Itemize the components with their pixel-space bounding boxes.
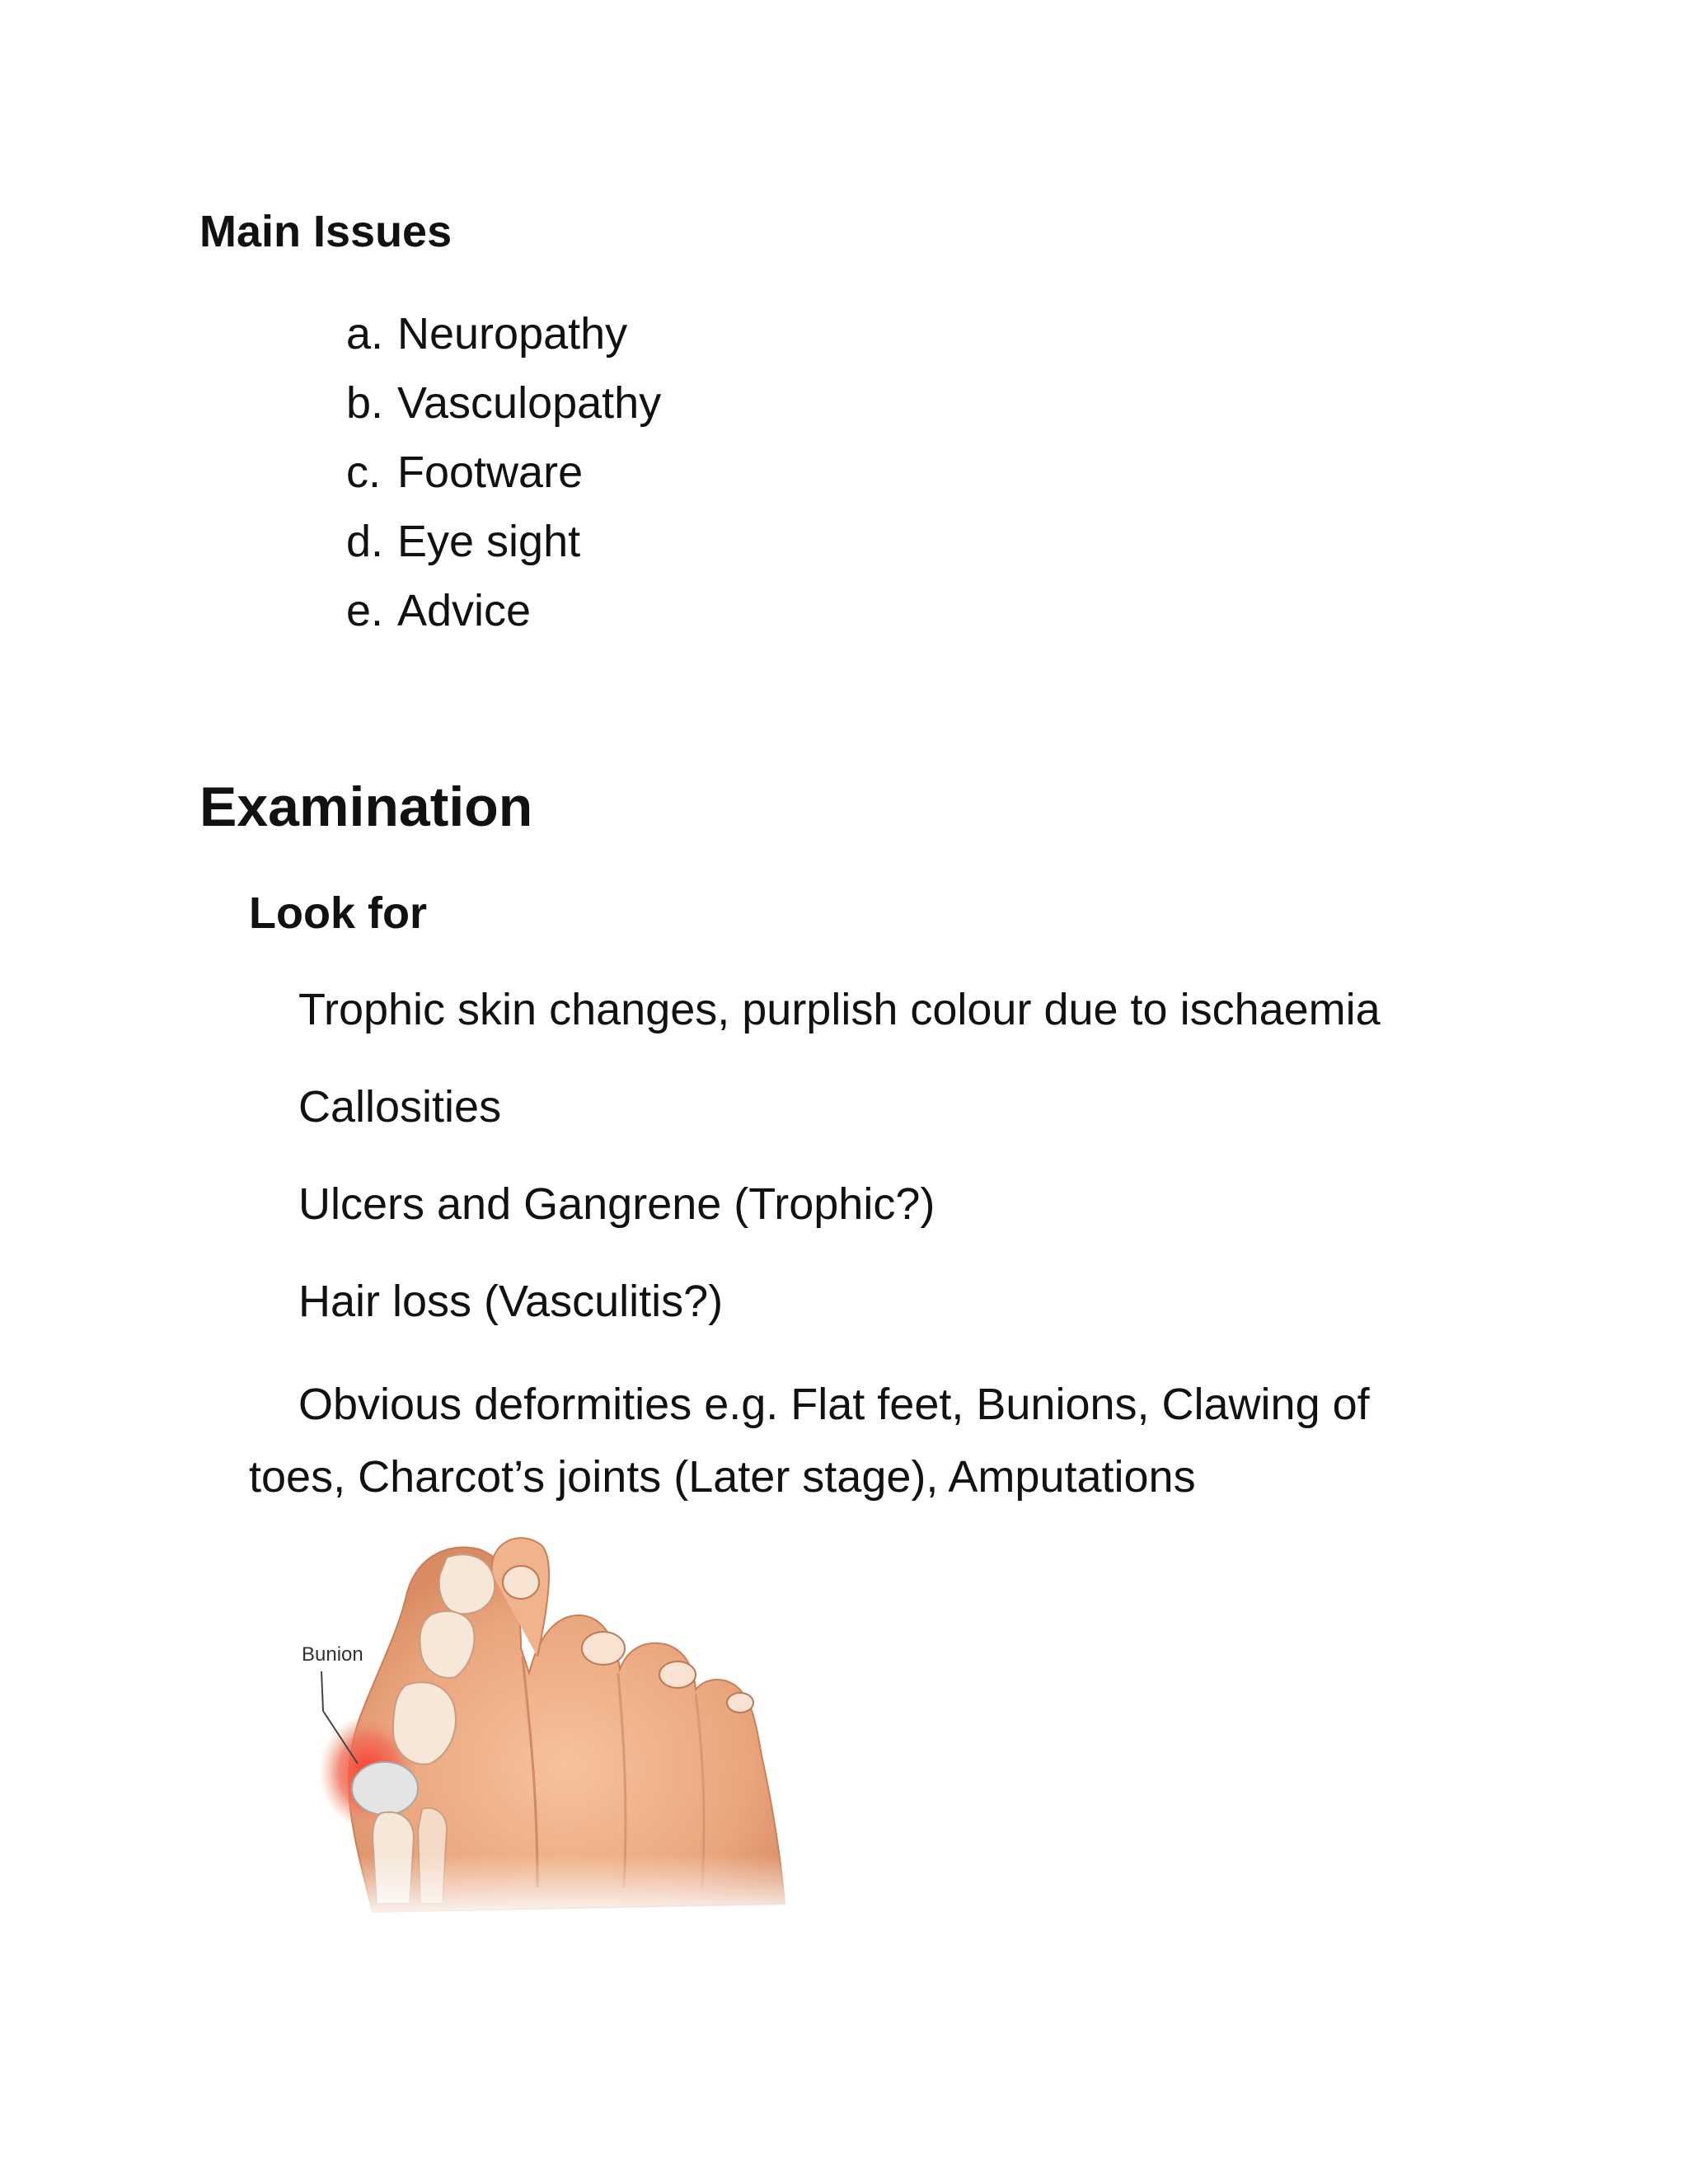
main-issues-list <box>346 299 661 645</box>
list-item-text: Eye sight <box>397 517 581 566</box>
toenail <box>582 1632 625 1665</box>
list-item <box>346 576 661 645</box>
look-for-subheading: Look for <box>249 888 427 938</box>
finding-trophic-skin: Trophic skin changes, purplish colour due to ischaemia <box>298 985 1381 1034</box>
list-marker: b. <box>346 378 384 428</box>
foot-drawing <box>290 1525 818 1920</box>
finding-hair-loss: Hair loss (Vasculitis?) <box>298 1277 724 1326</box>
list-item-text: Footware <box>397 448 584 497</box>
toenail <box>727 1693 753 1713</box>
list-item <box>346 438 661 507</box>
bunion-label: Bunion <box>302 1643 363 1666</box>
list-item <box>346 507 661 576</box>
list-item-text: Vasculopathy <box>397 378 662 428</box>
finding-ulcers-gangrene: Ulcers and Gangrene (Trophic?) <box>298 1179 935 1229</box>
bunion-leader-line <box>321 1671 323 1711</box>
list-item <box>346 368 661 438</box>
main-issues-heading: Main Issues <box>199 207 452 256</box>
list-item-text: Neuropathy <box>397 309 628 359</box>
toenail <box>659 1661 696 1688</box>
bunion-illustration <box>290 1525 818 1920</box>
examination-heading: Examination <box>199 776 533 838</box>
finding-deformities: Obvious deformities e.g. Flat feet, Bunions, Clawing of toes, Charcot’s joints (Later stage), Amputations <box>249 1380 1370 1502</box>
list-item-text: Advice <box>397 586 532 635</box>
list-marker: d. <box>346 517 384 566</box>
list-marker: a. <box>346 309 384 359</box>
list-marker: e. <box>346 586 384 635</box>
finding-callosities: Callosities <box>298 1082 502 1132</box>
toenail <box>503 1566 539 1599</box>
list-item <box>346 299 661 368</box>
list-marker: c. <box>346 448 382 497</box>
